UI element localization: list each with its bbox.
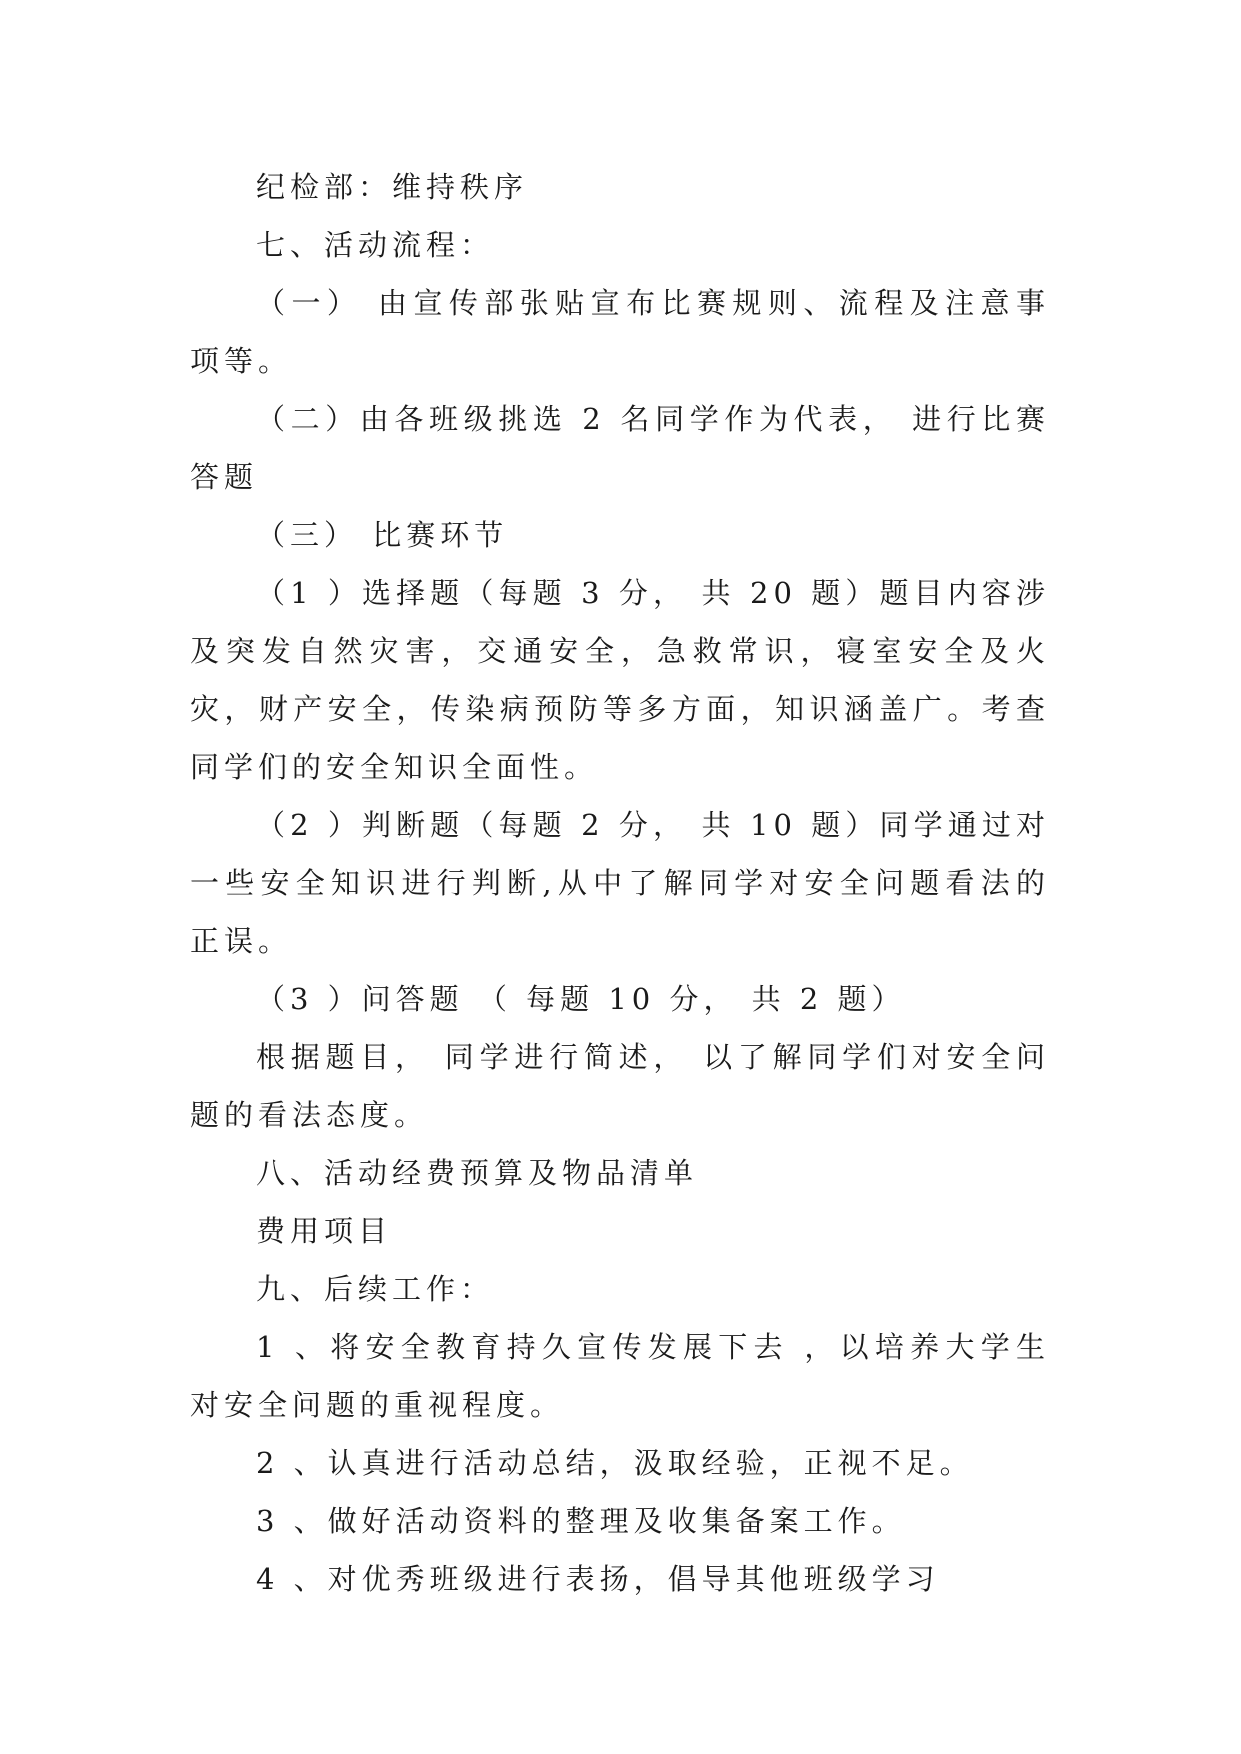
paragraph-step-3: （三） 比赛环节 bbox=[256, 518, 509, 552]
paragraph-discipline-dept: 纪检部：维持秩序 bbox=[256, 170, 529, 204]
paragraph-multiple-choice: （1 ）选择题（每题 3 分， 共 20 题）题目内容涉及突发自然灾害，交通安全，急救常识，寝室安全及火灾，财产安全，传染病预防等多方面，知识涵盖广。考查同学们的安全知识全面性。 bbox=[190, 576, 1050, 784]
heading-activity-flow: 七、活动流程： bbox=[256, 228, 495, 262]
paragraph-follow-up-3: 3 、做好活动资料的整理及收集备案工作。 bbox=[256, 1504, 906, 1538]
paragraph-qa: （3 ）问答题 （ 每题 10 分， 共 2 题） bbox=[256, 982, 906, 1016]
document-body bbox=[190, 158, 1050, 1608]
paragraph-true-false: （2 ）判断题（每题 2 分， 共 10 题）同学通过对一些安全知识进行判断,从中了解同学对安全问题看法的正误。 bbox=[190, 808, 1050, 958]
paragraph-step-1: （一） 由宣传部张贴宣布比赛规则、流程及注意事项等。 bbox=[190, 286, 1050, 378]
paragraph-follow-up-2: 2 、认真进行活动总结，汲取经验，正视不足。 bbox=[256, 1446, 974, 1480]
heading-budget: 八、活动经费预算及物品清单 bbox=[256, 1156, 699, 1190]
paragraph-step-2: （二）由各班级挑选 2 名同学作为代表， 进行比赛答题 bbox=[190, 402, 1050, 494]
paragraph-follow-up-4: 4 、对优秀班级进行表扬，倡导其他班级学习 bbox=[256, 1562, 940, 1596]
paragraph-cost-items: 费用项目 bbox=[256, 1214, 393, 1248]
paragraph-follow-up-1: 1 、将安全教育持久宣传发展下去 ，以培养大学生对安全问题的重视程度。 bbox=[190, 1330, 1050, 1422]
paragraph-qa-description: 根据题目， 同学进行简述， 以了解同学们对安全问题的看法态度。 bbox=[190, 1040, 1050, 1132]
heading-follow-up: 九、后续工作： bbox=[256, 1272, 495, 1306]
